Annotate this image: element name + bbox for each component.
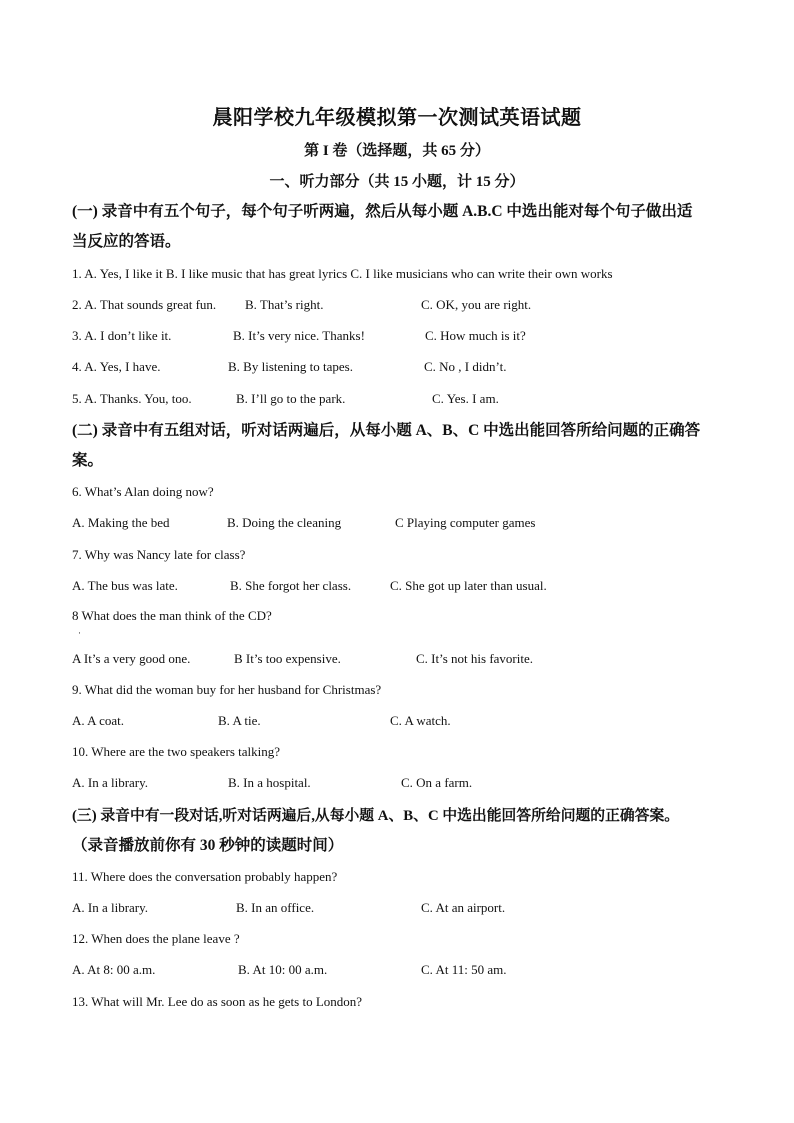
q12-option-a: A. At 8: 00 a.m. xyxy=(72,962,156,977)
section2-instruction-line2: 案。 xyxy=(72,452,104,469)
q12-option-b: B. At 10: 00 a.m. xyxy=(238,962,328,977)
q6-option-a: A. Making the bed xyxy=(72,515,170,530)
question-7: 7. Why was Nancy late for class? xyxy=(72,547,246,562)
q7-option-b: B. She forgot her class. xyxy=(230,578,352,593)
q7-option-a: A. The bus was late. xyxy=(72,578,178,593)
question-1: 1. A. Yes, I like it B. I like music that has great lyrics C. I like musicians who can write their own works xyxy=(72,266,613,281)
q3-option-a: 3. A. I don’t like it. xyxy=(72,328,172,343)
q10-option-b: B. In a hospital. xyxy=(228,775,311,790)
section1-instruction-line1: (一) 录音中有五个句子，每个句子听两遍，然后从每小题 A.B.C 中选出能对每个句子做出适 xyxy=(72,203,693,220)
q5-option-b: B. I’ll go to the park. xyxy=(236,391,346,406)
q11-option-c: C. At an airport. xyxy=(421,900,506,915)
question-12: 12. When does the plane leave ? xyxy=(72,931,240,946)
q2-option-b: B. That’s right. xyxy=(245,297,324,312)
section3-instruction xyxy=(72,801,752,861)
question-9: 9. What did the woman buy for her husband for Christmas? xyxy=(72,682,382,697)
section3-instruction-line1: (三) 录音中有一段对话,听对话两遍后,从每小题 A、B、C 中选出能回答所给问题的正确答案。 xyxy=(72,808,680,824)
q9-option-b: B. A tie. xyxy=(218,713,261,728)
q3-option-b: B. It’s very nice. Thanks! xyxy=(233,328,365,343)
q7-option-c: C. She got up later than usual. xyxy=(390,578,547,593)
q4-option-c: C. No , I didn’t. xyxy=(424,359,507,374)
q5-option-c: C. Yes. I am. xyxy=(432,391,499,406)
q5-option-a: 5. A. Thanks. You, too. xyxy=(72,391,192,406)
q8-option-a: A It’s a very good one. xyxy=(72,651,191,666)
stray-mark: · xyxy=(78,628,81,638)
part-heading: 一、听力部分（共 15 小题，计 15 分） xyxy=(269,174,525,190)
q10-option-c: C. On a farm. xyxy=(401,775,473,790)
q4-option-b: B. By listening to tapes. xyxy=(228,359,353,374)
q9-option-c: C. A watch. xyxy=(390,713,451,728)
section1-instruction-line2: 当反应的答语。 xyxy=(72,233,181,250)
section2-instruction xyxy=(72,416,732,476)
section3-instruction-line2: （录音播放前你有 30 秒钟的读题时间） xyxy=(72,837,344,854)
question-13: 13. What will Mr. Lee do as soon as he gets to London? xyxy=(72,994,363,1009)
q9-option-a: A. A coat. xyxy=(72,713,124,728)
q12-option-c: C. At 11: 50 am. xyxy=(421,962,507,977)
section1-instruction xyxy=(72,197,732,257)
section2-instruction-line1: (二) 录音中有五组对话，听对话两遍后，从每小题 A、B、C 中选出能回答所给问题的正确答 xyxy=(72,422,701,439)
q8-option-b: B It’s too expensive. xyxy=(234,651,341,666)
q4-option-a: 4. A. Yes, I have. xyxy=(72,359,161,374)
q11-option-a: A. In a library. xyxy=(72,900,149,915)
question-8: 8 What does the man think of the CD? xyxy=(72,608,272,623)
question-11: 11. Where does the conversation probably happen? xyxy=(72,869,338,884)
page-title: 晨阳学校九年级模拟第一次测试英语试题 xyxy=(212,107,582,129)
q3-option-c: C. How much is it? xyxy=(425,328,526,343)
q6-option-c: C Playing computer games xyxy=(395,515,536,530)
volume-subtitle: 第 I 卷（选择题，共 65 分） xyxy=(304,143,490,159)
q2-option-c: C. OK, you are right. xyxy=(421,297,532,312)
q10-option-a: A. In a library. xyxy=(72,775,149,790)
q2-option-a: 2. A. That sounds great fun. xyxy=(72,297,217,312)
question-10: 10. Where are the two speakers talking? xyxy=(72,744,281,759)
q6-option-b: B. Doing the cleaning xyxy=(227,515,342,530)
q11-option-b: B. In an office. xyxy=(236,900,315,915)
q8-option-c: C. It’s not his favorite. xyxy=(416,651,533,666)
question-6: 6. What’s Alan doing now? xyxy=(72,484,214,499)
